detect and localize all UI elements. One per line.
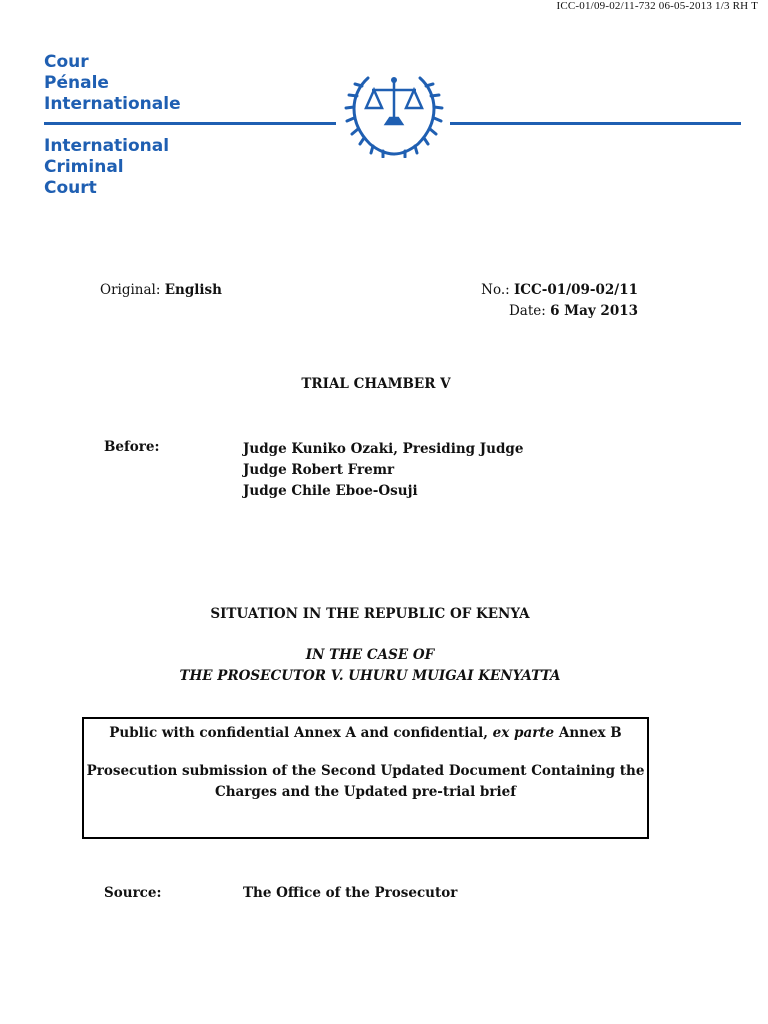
judge-name: Judge Kuniko Ozaki, Presiding Judge	[243, 441, 524, 457]
submission-title-line: Prosecution submission of the Second Updated Document Containing the	[86, 763, 645, 779]
court-name-line: Court	[44, 178, 97, 198]
header-rule-left	[44, 122, 336, 125]
original-label: Original:	[100, 282, 161, 298]
before-label: Before:	[104, 439, 160, 455]
situation-title: SITUATION IN THE REPUBLIC OF KENYA	[210, 606, 530, 622]
classification-line	[84, 725, 647, 741]
date-label: Date:	[508, 303, 546, 319]
case-number-label: No.:	[481, 282, 510, 298]
classification-annex: Annex B	[558, 725, 622, 741]
scales-of-justice-emblem	[340, 66, 448, 158]
date-value: 6 May 2013	[550, 303, 638, 319]
submission-title-line: Charges and the Updated pre-trial brief	[214, 784, 517, 800]
case-title: THE PROSECUTOR V. UHURU MUIGAI KENYATTA	[179, 668, 561, 684]
case-intro: IN THE CASE OF	[305, 647, 435, 663]
judges-list	[243, 439, 523, 502]
judge-name: Judge Robert Fremr	[243, 462, 395, 478]
court-name-line: Internationale	[44, 94, 181, 114]
court-name-english	[44, 136, 169, 199]
court-name-line: Criminal	[44, 157, 124, 177]
document-date	[509, 303, 638, 319]
original-value: English	[164, 282, 222, 298]
classification-text: Public with confidential Annex A and confidential,	[109, 725, 488, 741]
original-language	[100, 282, 222, 298]
submission-title	[84, 761, 647, 803]
source-label: Source:	[104, 885, 162, 901]
document-title-box	[82, 717, 649, 839]
case-number	[481, 282, 638, 298]
source-value: The Office of the Prosecutor	[243, 885, 458, 901]
court-name-french	[44, 52, 181, 115]
court-name-line: Cour	[44, 52, 89, 72]
judge-name: Judge Chile Eboe-Osuji	[243, 483, 418, 499]
chamber-title: TRIAL CHAMBER V	[301, 376, 451, 392]
court-name-line: International	[44, 136, 170, 156]
case-number-value: ICC-01/09-02/11	[513, 282, 638, 298]
header-rule-right	[450, 122, 741, 125]
court-name-line: Pénale	[44, 73, 109, 93]
classification-ex-parte: ex parte	[492, 725, 555, 741]
document-stamp: ICC-01/09-02/11-732 06-05-2013 1/3 RH T	[556, 0, 758, 12]
